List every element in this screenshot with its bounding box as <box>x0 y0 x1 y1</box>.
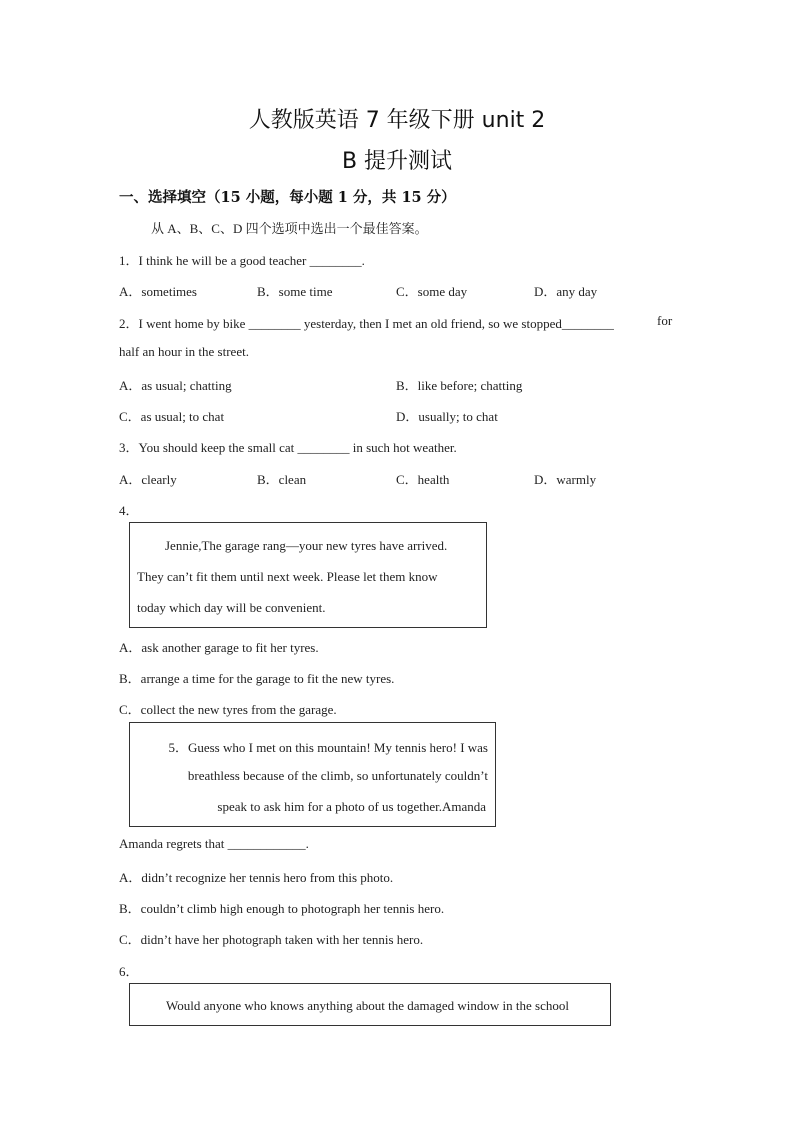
page-title-line1: 人教版英语 7 年级下册 unit 2 <box>248 108 546 133</box>
question-4-option-c: C．collect the new tyres from the garage. <box>119 702 337 717</box>
question-4-option-a: A．ask another garage to fit her tyres. <box>119 640 319 655</box>
question-4-note-box <box>129 522 487 628</box>
page-title-line2: B 提升测试 <box>341 149 453 174</box>
question-5-note-line1: 5．Guess who I met on this mountain! My tennis hero! I was <box>168 740 488 755</box>
question-6-note-line1: Would anyone who knows anything about the damaged window in the school <box>166 998 569 1013</box>
question-6-number: 6． <box>119 964 139 979</box>
question-1-stem: 1．I think he will be a good teacher ________. <box>119 253 365 268</box>
question-3-option-d: D．warmly <box>534 472 597 487</box>
question-2-option-b: B．like before; chatting <box>396 378 523 393</box>
question-2-option-d: D．usually; to chat <box>396 409 498 424</box>
question-2-stem-line1-end: for <box>657 313 673 328</box>
question-2-option-a: A．as usual; chatting <box>119 378 232 393</box>
question-5-note-line2: breathless because of the climb, so unfortunately couldn’t <box>187 768 488 783</box>
section-heading: 一、选择填空（15 小题，每小题 1 分，共 15 分） <box>119 189 456 206</box>
question-5-option-c: C．didn’t have her photograph taken with her tennis hero. <box>119 932 424 947</box>
question-4-option-b: B．arrange a time for the garage to fit the new tyres. <box>119 671 395 686</box>
question-3-option-a: A．clearly <box>119 472 177 487</box>
question-1-option-b: B．some time <box>257 284 333 299</box>
question-2-stem-line2: half an hour in the street. <box>119 344 249 359</box>
question-5-option-a: A．didn’t recognize her tennis hero from this photo. <box>119 870 394 885</box>
question-6-note-box <box>129 983 611 1026</box>
section-instruction: 从 A、B、C、D 四个选项中选出一个最佳答案。 <box>151 221 428 236</box>
question-4-note-line1: Jennie,The garage rang—your new tyres have arrived. <box>165 538 448 553</box>
question-3-stem: 3．You should keep the small cat ________ in such hot weather. <box>119 440 457 455</box>
question-1-option-d: D．any day <box>534 284 598 299</box>
question-5-note-line3: speak to ask him for a photo of us together.Amanda <box>217 799 486 814</box>
question-3-option-c: C．health <box>396 472 450 487</box>
question-4-number: 4． <box>119 503 139 518</box>
question-2-option-c: C．as usual; to chat <box>119 409 225 424</box>
question-5-stem: Amanda regrets that ____________. <box>119 836 309 851</box>
question-4-note-line3: today which day will be convenient. <box>137 600 326 615</box>
question-1-option-c: C．some day <box>396 284 468 299</box>
question-1-option-a: A．sometimes <box>119 284 197 299</box>
question-4-note-line2: They can’t fit them until next week. Please let them know <box>137 569 438 584</box>
question-2-stem-line1: 2．I went home by bike ________ yesterday, then I met an old friend, so we stopped________ <box>119 316 614 331</box>
question-3-option-b: B．clean <box>257 472 307 487</box>
question-5-option-b: B．couldn’t climb high enough to photograph her tennis hero. <box>119 901 445 916</box>
question-5-note-box <box>129 722 496 827</box>
